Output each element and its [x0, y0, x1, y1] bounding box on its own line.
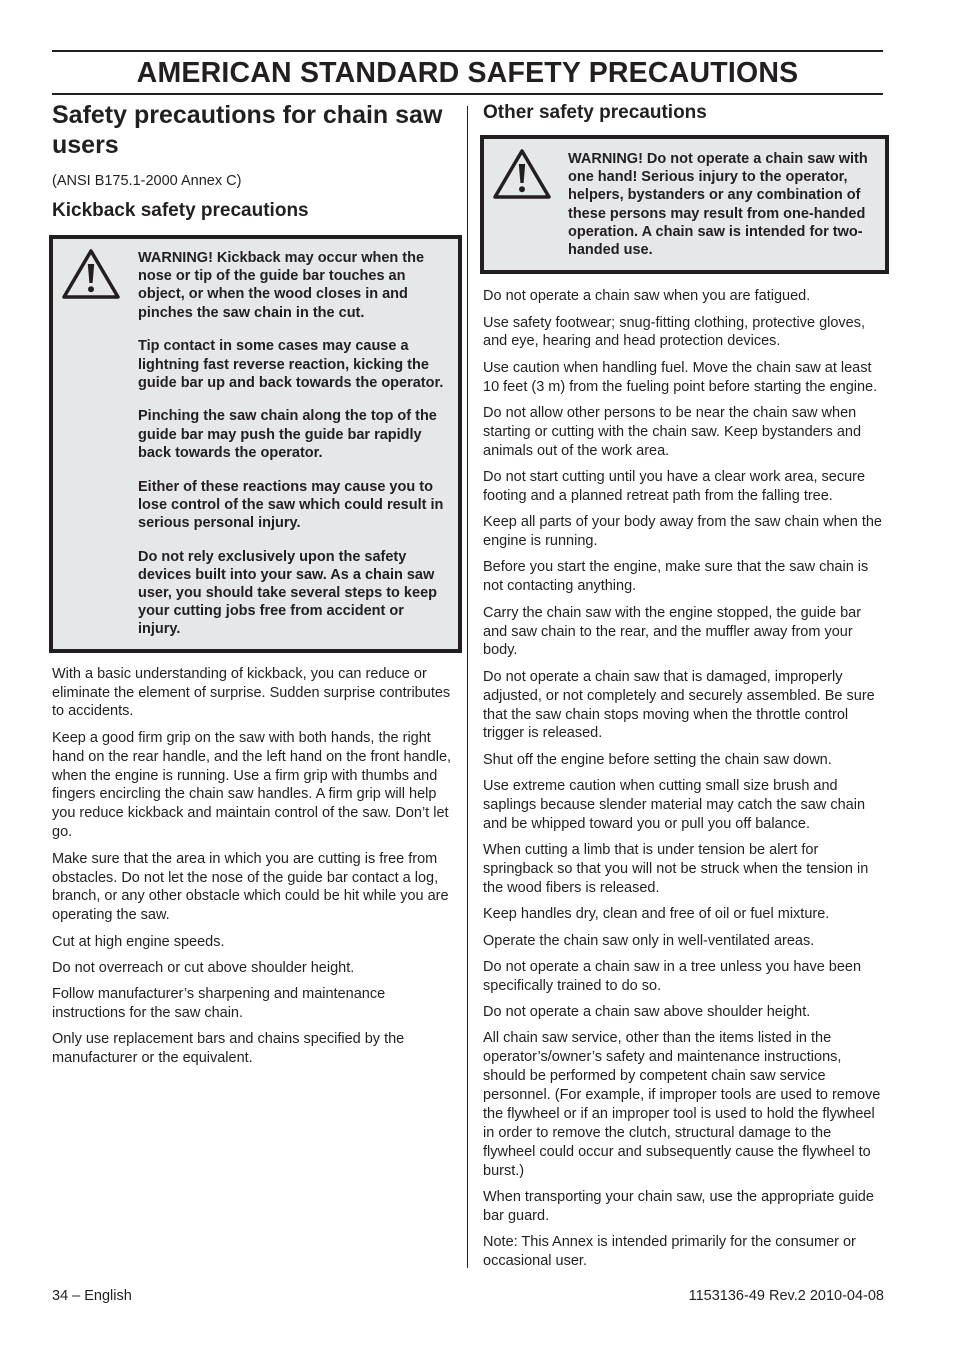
body-paragraph: Operate the chain saw only in well-ventilated areas.	[483, 932, 815, 949]
kickback-warning-box	[49, 235, 462, 653]
other-precautions-paragraphs	[483, 287, 885, 1271]
left-column	[52, 100, 457, 1076]
body-paragraph: Use caution when handling fuel. Move the chain saw at least 10 feet (3 m) from the fueling point before starting the engine.	[483, 359, 878, 395]
body-paragraph: When transporting your chain saw, use the appropriate guide bar guard.	[483, 1189, 874, 1224]
body-paragraph: Do not overreach or cut above shoulder height.	[52, 959, 355, 976]
body-paragraph: Use safety footwear; snug-fitting clothing, protective gloves, and eye, hearing and head protection devices.	[483, 314, 866, 350]
kickback-warning-text: WARNING! Kickback may occur when the nose or tip of the guide bar touches an object, or when the wood closes in and pinches the saw chain in the cut.	[138, 250, 425, 321]
body-paragraph: Note: This Annex is intended primarily for the consumer or occasional user.	[483, 1234, 856, 1270]
body-paragraph: Shut off the engine before setting the chain saw down.	[483, 751, 832, 768]
body-paragraph: Keep handles dry, clean and free of oil or fuel mixture.	[483, 906, 830, 923]
body-paragraph: Before you start the engine, make sure that the saw chain is not contacting anything.	[483, 559, 869, 595]
kickback-paragraphs	[52, 665, 457, 1069]
page-header: AMERICAN STANDARD SAFETY PRECAUTIONS	[136, 57, 799, 89]
column-divider	[467, 106, 468, 1268]
body-paragraph: Make sure that the area in which you are cutting is free from obstacles. Do not let the nose of the guide bar contact a log, branch, or any other obstacle which could be hit while you are operating the saw.	[52, 850, 449, 924]
body-paragraph: When cutting a limb that is under tension be alert for springback so that you will not be struck when the tension in the wood fibers is released.	[483, 842, 869, 896]
kickback-warning-text: Either of these reactions may cause you to lose control of the saw which could result in serious personal injury.	[138, 478, 444, 531]
body-paragraph: Use extreme caution when cutting small size brush and saplings because slender material may catch the saw chain and be whipped toward you or pull you off balance.	[483, 778, 866, 832]
warning-triangle-icon	[491, 147, 553, 206]
one-hand-warning-text: WARNING! Do not operate a chain saw with one hand! Serious injury to the operator, helpers, bystanders or any combination of these persons may result from one-handed operation. A chain saw is intended for two-handed use.	[568, 151, 868, 259]
top-rule	[52, 50, 883, 52]
body-paragraph: Do not operate a chain saw that is damaged, improperly adjusted, or not completely and securely assembled. Be sure that the saw chain stops moving when the throttle control trigger is released.	[483, 668, 875, 742]
one-hand-warning-box	[480, 135, 889, 274]
body-paragraph: Do not start cutting until you have a clear work area, secure footing and a planned retreat path from the falling tree.	[483, 469, 866, 504]
ansi-reference: (ANSI B175.1-2000 Annex C)	[52, 173, 242, 189]
body-paragraph: Do not operate a chain saw when you are fatigued.	[483, 288, 811, 305]
other-precautions-heading: Other safety precautions	[483, 102, 707, 123]
kickback-warning-text: Tip contact in some cases may cause a lightning fast reverse reaction, kicking the guide bar up and back towards the operator.	[138, 338, 444, 391]
body-paragraph: Do not operate a chain saw in a tree unless you have been specifically trained to do so.	[483, 958, 862, 994]
document-reference: 1153136-49 Rev.2 2010-04-08	[688, 1288, 884, 1304]
page-number: 34 – English	[52, 1288, 132, 1304]
body-paragraph: Keep all parts of your body away from the saw chain when the engine is running.	[483, 514, 882, 550]
kickback-warning-text: Do not rely exclusively upon the safety devices built into your saw. As a chain saw user, you should take several steps to keep your cutting jobs free from accident or injury.	[138, 548, 437, 638]
body-paragraph: All chain saw service, other than the items listed in the operator’s/owner’s safety and maintenance instructions, should be performed by competent chain saw service personnel. (For example, if improper tools are used to remove the flywheel or if an improper tool is used to hold the flywheel in order to remove the clutch, structural damage to the flywheel could occur and subsequently cause the flywheel to burst.)	[483, 1030, 881, 1179]
body-paragraph: Cut at high engine speeds.	[52, 933, 225, 950]
section-title: Safety precautions for chain saw users	[52, 101, 443, 159]
kickback-warning-text: Pinching the saw chain along the top of the guide bar may push the guide bar rapidly back towards the operator.	[138, 408, 437, 461]
body-paragraph: Follow manufacturer’s sharpening and maintenance instructions for the saw chain.	[52, 986, 386, 1022]
body-paragraph: Do not operate a chain saw above shoulder height.	[483, 1004, 811, 1021]
warning-triangle-icon	[60, 247, 122, 306]
body-paragraph: Do not allow other persons to be near the chain saw when starting or cutting with the chain saw. Keep bystanders and animals out of the work area.	[483, 404, 862, 459]
right-column	[483, 100, 885, 1278]
body-paragraph: Only use replacement bars and chains specified by the manufacturer or the equivalent.	[52, 1031, 405, 1067]
header-rule	[52, 93, 883, 95]
body-paragraph: Keep a good firm grip on the saw with both hands, the right hand on the rear handle, and the left hand on the front handle, when the engine is running. Use a firm grip with thumbs and fingers encircling the chain saw handles. A firm grip will help you reduce kickback and maintain control of the saw. Don’t let go.	[52, 729, 452, 841]
kickback-heading: Kickback safety precautions	[52, 200, 309, 221]
body-paragraph: With a basic understanding of kickback, you can reduce or eliminate the element of surprise. Sudden surprise contributes to accidents.	[52, 665, 451, 720]
body-paragraph: Carry the chain saw with the engine stopped, the guide bar and saw chain to the rear, and the muffler away from your body.	[483, 604, 862, 659]
